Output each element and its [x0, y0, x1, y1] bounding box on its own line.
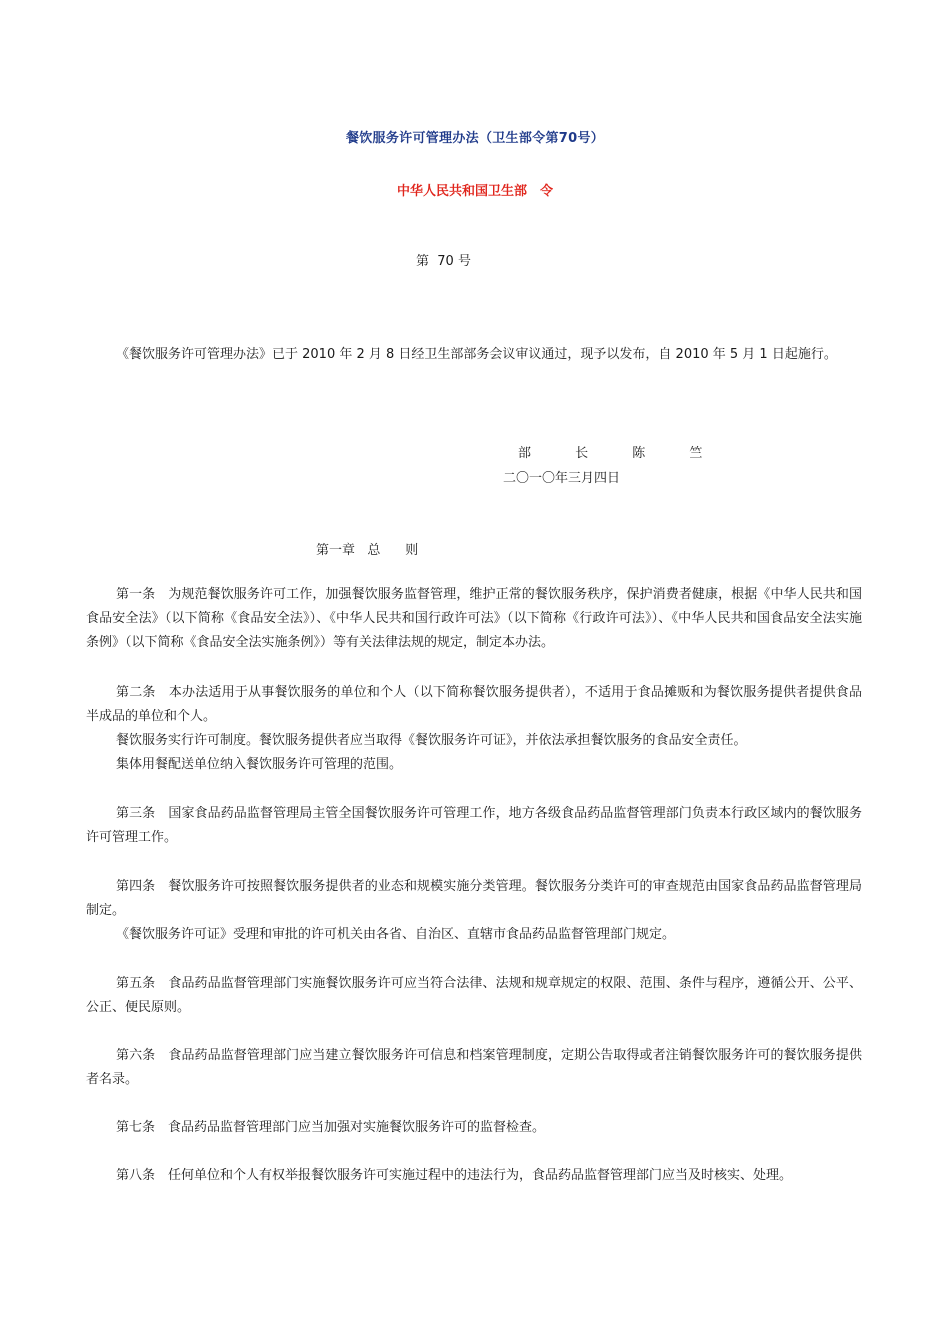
article-1 [86, 583, 862, 655]
article-4 [86, 875, 862, 947]
preamble-paragraph: 《餐饮服务许可管理办法》已于 2010 年 2 月 8 日经卫生部部务会议审议通过，现予以发布，自 2010 年 5 月 1 日起施行。 [116, 347, 837, 362]
article-7 [86, 1116, 862, 1140]
article-paragraph: 餐饮服务实行许可制度。餐饮服务提供者应当取得《餐饮服务许可证》，并依法承担餐饮服务的食品安全责任。 [116, 733, 747, 748]
sign-date: 二〇一〇年三月四日 [503, 471, 621, 486]
article-paragraph: 第六条 食品药品监督管理部门应当建立餐饮服务许可信息和档案管理制度，定期公告取得或者注销餐饮服务许可的餐饮服务提供者名录。 [86, 1048, 862, 1087]
article-paragraph: 第三条 国家食品药品监督管理局主管全国餐饮服务许可管理工作，地方各级食品药品监督管理部门负责本行政区域内的餐饮服务许可管理工作。 [86, 806, 862, 845]
article-paragraph: 第五条 食品药品监督管理部门实施餐饮服务许可应当符合法律、法规和规章规定的权限、范围、条件与程序，遵循公开、公平、公正、便民原则。 [86, 976, 862, 1015]
order-number: 第 70 号 [416, 254, 471, 269]
preamble-block [86, 343, 862, 367]
chapter-heading: 第一章 总 则 [316, 543, 419, 558]
article-8 [86, 1164, 862, 1188]
article-paragraph: 第一条 为规范餐饮服务许可工作，加强餐饮服务监督管理，维护正常的餐饮服务秩序，保护消费者健康，根据《中华人民共和国食品安全法》（以下简称《食品安全法》）、《中华人民共和国行政许可法》（以下简称《行政许可法》）、《中华人民共和国食品安全法实施条例》（以下简称《食品安全法实施条例》）等有关法律法规的规定，制定本办法。 [86, 587, 862, 650]
article-paragraph: 集体用餐配送单位纳入餐饮服务许可管理的范围。 [116, 757, 403, 772]
document-title: 餐饮服务许可管理办法（卫生部令第70号） [345, 131, 605, 146]
article-paragraph: 第二条 本办法适用于从事餐饮服务的单位和个人（以下简称餐饮服务提供者），不适用于食品摊贩和为餐饮服务提供者提供食品半成品的单位和个人。 [86, 685, 862, 724]
article-paragraph: 第四条 餐饮服务许可按照餐饮服务提供者的业态和规模实施分类管理。餐饮服务分类许可的审查规范由国家食品药品监督管理局制定。 [86, 879, 862, 918]
article-paragraph: 第七条 食品药品监督管理部门应当加强对实施餐饮服务许可的监督检查。 [116, 1120, 546, 1135]
article-5 [86, 972, 862, 1020]
article-3 [86, 802, 862, 850]
signer-line: 部 长 陈 竺 [518, 446, 717, 461]
article-paragraph: 第八条 任何单位和个人有权举报餐饮服务许可实施过程中的违法行为，食品药品监督管理部门应当及时核实、处理。 [116, 1168, 793, 1183]
article-2 [86, 681, 862, 777]
article-6 [86, 1044, 862, 1092]
article-paragraph: 《餐饮服务许可证》受理和审批的许可机关由各省、自治区、直辖市食品药品监督管理部门规定。 [116, 927, 676, 942]
issuer-heading: 中华人民共和国卫生部 令 [396, 184, 553, 199]
